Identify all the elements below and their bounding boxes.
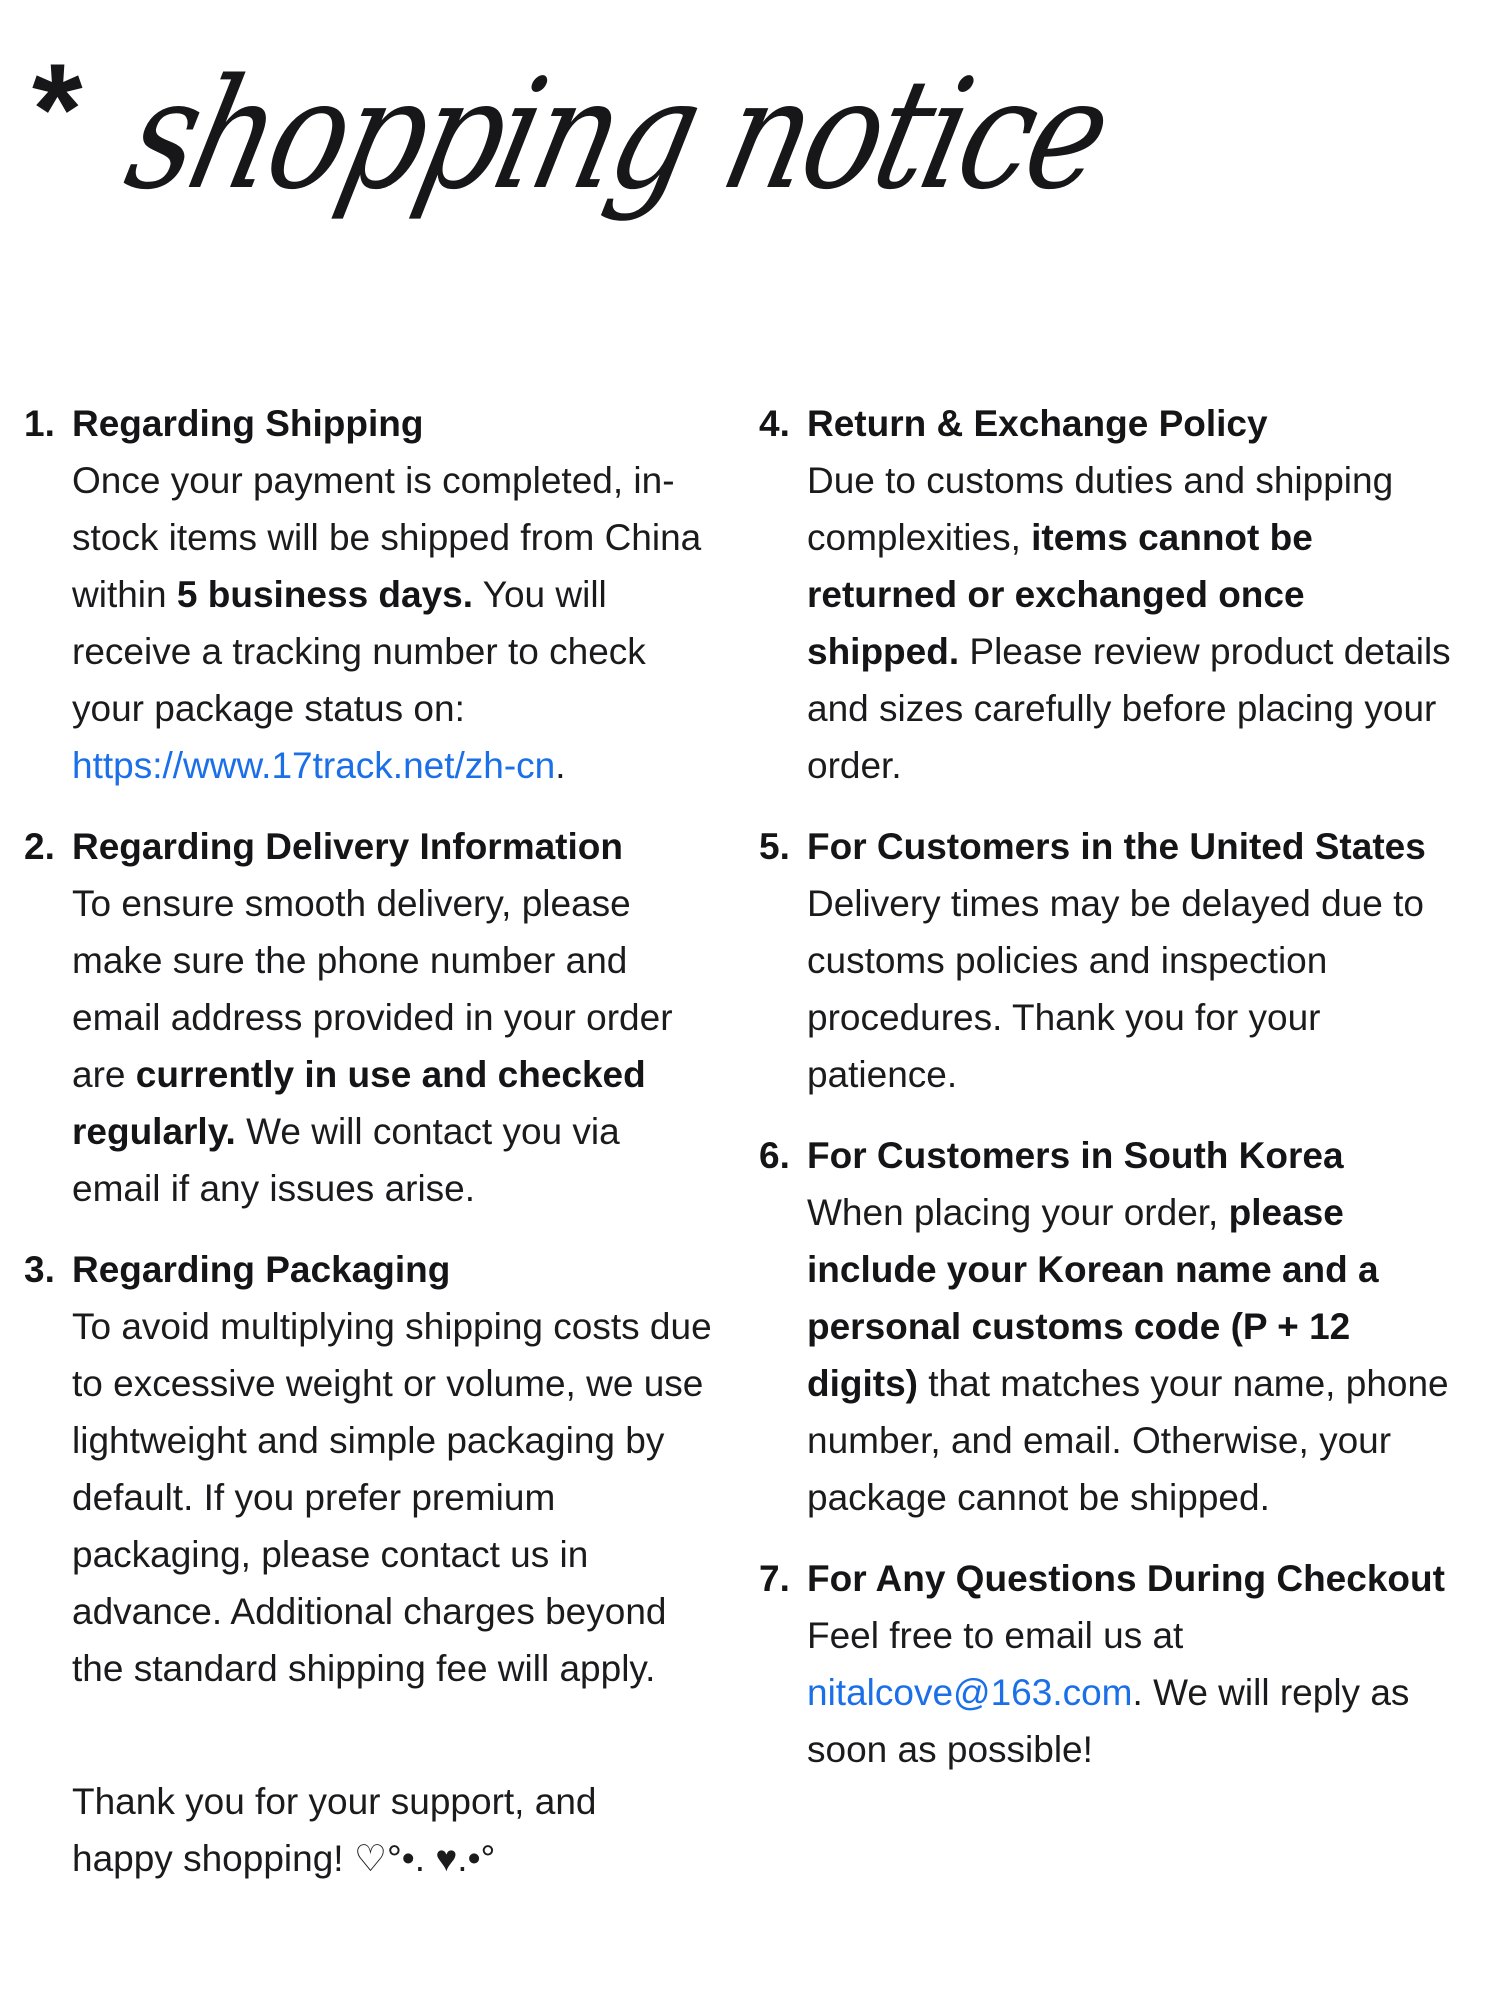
body-segment: Please review product details and sizes carefully before placing your order. xyxy=(807,631,1451,786)
item-body xyxy=(72,1298,712,1697)
item-number: 2. xyxy=(24,826,55,867)
notice-item-delivery-info xyxy=(24,818,712,1217)
bold-segment: currently in use and checked regularly. xyxy=(72,1054,646,1152)
item-number: 5. xyxy=(759,826,790,867)
item-heading: Return & Exchange Policy xyxy=(807,403,1268,444)
body-segment: that matches your name, phone number, and email. Otherwise, your package cannot be shipped. xyxy=(807,1363,1449,1518)
body-segment: Feel free to email us at xyxy=(807,1615,1184,1656)
bold-segment: please include your Korean name and a personal customs code (P + 12 digits) xyxy=(807,1192,1379,1404)
item-body xyxy=(807,452,1460,794)
item-content xyxy=(72,1241,712,1697)
item-number: 4. xyxy=(759,403,790,444)
notice-item-checkout-questions xyxy=(759,1550,1460,1778)
left-column xyxy=(24,395,712,1887)
item-number: 3. xyxy=(24,1249,55,1290)
body-segment: You will receive a tracking number to check your package status on: xyxy=(72,574,646,729)
item-body xyxy=(72,452,712,794)
bold-segment: items cannot be returned or exchanged once shipped. xyxy=(807,517,1313,672)
item-content xyxy=(807,818,1460,1103)
notice-item-packaging xyxy=(24,1241,712,1697)
item-body xyxy=(807,875,1460,1103)
page-title: shopping notice xyxy=(112,46,1123,223)
email-link[interactable]: nitalcove@163.com xyxy=(807,1672,1133,1713)
tracking-link[interactable]: https://www.17track.net/zh-cn xyxy=(72,745,556,786)
right-column xyxy=(759,395,1460,1802)
body-segment: Once your payment is completed, in-stock items will be shipped from China within xyxy=(72,460,702,615)
body-segment: When placing your order, xyxy=(807,1192,1229,1233)
item-number: 7. xyxy=(759,1558,790,1599)
item-body xyxy=(72,875,712,1217)
notice-item-us-customers xyxy=(759,818,1460,1103)
item-content xyxy=(72,818,712,1217)
item-number: 1. xyxy=(24,403,55,444)
item-heading: For Customers in South Korea xyxy=(807,1135,1344,1176)
body-segment: To ensure smooth delivery, please make sure the phone number and email address provided in your order are xyxy=(72,883,673,1095)
item-content xyxy=(807,395,1460,794)
item-content xyxy=(807,1127,1460,1526)
body-segment: To avoid multiplying shipping costs due to excessive weight or volume, we use lightweight and simple packaging by default. If you prefer premium packaging, please contact us in advance. Additional charges beyond the standard shipping fee will apply. xyxy=(72,1306,712,1689)
closing-note: Thank you for your support, and happy shopping! ♡°•. ♥.•° xyxy=(72,1781,597,1879)
notice-item-korea-customers xyxy=(759,1127,1460,1526)
asterisk-mark: * xyxy=(32,36,83,182)
item-body xyxy=(807,1607,1460,1778)
body-segment: Due to customs duties and shipping complexities, xyxy=(807,460,1394,558)
item-content xyxy=(72,395,712,794)
body-segment: . xyxy=(555,745,566,786)
title-block xyxy=(0,0,1500,343)
notice-item-shipping xyxy=(24,395,712,794)
bold-segment: 5 business days. xyxy=(176,574,474,615)
body-segment: . We will reply as soon as possible! xyxy=(807,1672,1410,1770)
item-heading: For Any Questions During Checkout xyxy=(807,1558,1445,1599)
body-segment: Delivery times may be delayed due to customs policies and inspection procedures. Thank you for your patience. xyxy=(807,883,1424,1095)
notice-item-returns xyxy=(759,395,1460,794)
item-number: 6. xyxy=(759,1135,790,1176)
notice-columns xyxy=(0,343,1500,1887)
item-heading: Regarding Packaging xyxy=(72,1249,451,1290)
body-segment: We will contact you via email if any issues arise. xyxy=(72,1111,620,1209)
item-body xyxy=(807,1184,1460,1526)
item-heading: Regarding Delivery Information xyxy=(72,826,623,867)
item-content xyxy=(807,1550,1460,1778)
item-heading: For Customers in the United States xyxy=(807,826,1426,867)
item-heading: Regarding Shipping xyxy=(72,403,424,444)
